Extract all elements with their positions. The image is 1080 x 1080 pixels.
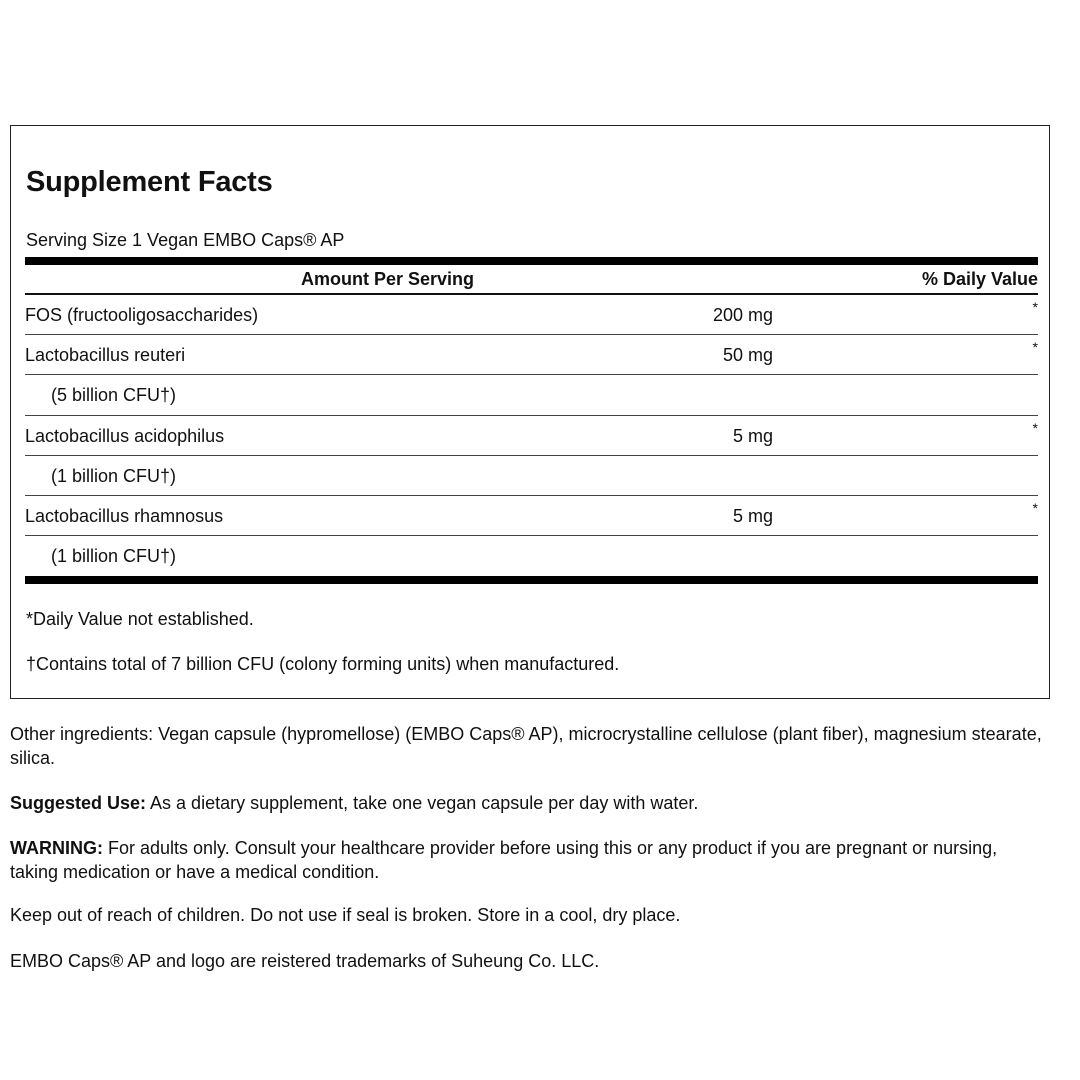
other-ingredients: Other ingredients: Vegan capsule (hypromellose) (EMBO Caps® AP), microcrystalline cellulose (plant fiber), magnesium stearate, silica. — [10, 724, 1042, 768]
nutrient-name: Lactobacillus reuteri — [25, 345, 186, 366]
serving-size: Serving Size 1 Vegan EMBO Caps® AP — [26, 230, 345, 250]
nutrient-name: (1 billion CFU†) — [51, 546, 177, 567]
nutrient-table — [25, 295, 1038, 576]
storage-instructions: Keep out of reach of children. Do not use if seal is broken. Store in a cool, dry place. — [10, 905, 681, 925]
suggested-use-label: Suggested Use: — [10, 793, 147, 813]
table-row — [25, 375, 1038, 415]
nutrient-amount: 200 mg — [712, 305, 773, 325]
table-row — [25, 295, 1038, 335]
top-divider — [25, 257, 1038, 265]
suggested-use — [10, 791, 1050, 815]
bottom-divider — [25, 576, 1038, 584]
nutrient-amount: 50 mg — [722, 345, 773, 366]
warning — [10, 836, 1050, 884]
table-row — [25, 335, 1038, 375]
trademark-notice: EMBO Caps® AP and logo are reistered trademarks of Suheung Co. LLC. — [10, 951, 600, 971]
warning-text: For adults only. Consult your healthcare provider before using this or any product if you are pregnant or nursing, taking medication or have a medical condition. — [10, 838, 998, 882]
daily-value-header: % Daily Value — [921, 269, 1038, 289]
facts-title: Supplement Facts — [26, 166, 273, 198]
nutrient-name: Lactobacillus rhamnosus — [25, 505, 224, 526]
suggested-use-text: As a dietary supplement, take one vegan capsule per day with water. — [146, 793, 699, 813]
table-row — [25, 536, 1038, 576]
amount-per-serving-header: Amount Per Serving — [301, 269, 475, 289]
nutrient-amount: 5 mg — [732, 425, 773, 446]
daily-value: * — [1032, 499, 1038, 516]
nutrient-name: (5 billion CFU†) — [51, 385, 177, 406]
table-row — [25, 496, 1038, 536]
table-header — [25, 265, 1038, 293]
nutrient-amount: 5 mg — [732, 505, 773, 526]
nutrient-name: (1 billion CFU†) — [51, 465, 177, 486]
daily-value: * — [1032, 299, 1038, 315]
daily-value-footnote: *Daily Value not established. — [26, 609, 254, 629]
nutrient-name: FOS (fructooligosaccharides) — [25, 305, 259, 325]
cfu-footnote: †Contains total of 7 billion CFU (colony forming units) when manufactured. — [26, 654, 620, 674]
warning-label: WARNING: — [10, 838, 103, 858]
table-row — [25, 416, 1038, 456]
table-row — [25, 456, 1038, 496]
daily-value: * — [1032, 339, 1038, 356]
nutrient-name: Lactobacillus acidophilus — [25, 425, 225, 446]
daily-value: * — [1032, 419, 1038, 436]
supplement-facts-panel — [10, 125, 1050, 699]
